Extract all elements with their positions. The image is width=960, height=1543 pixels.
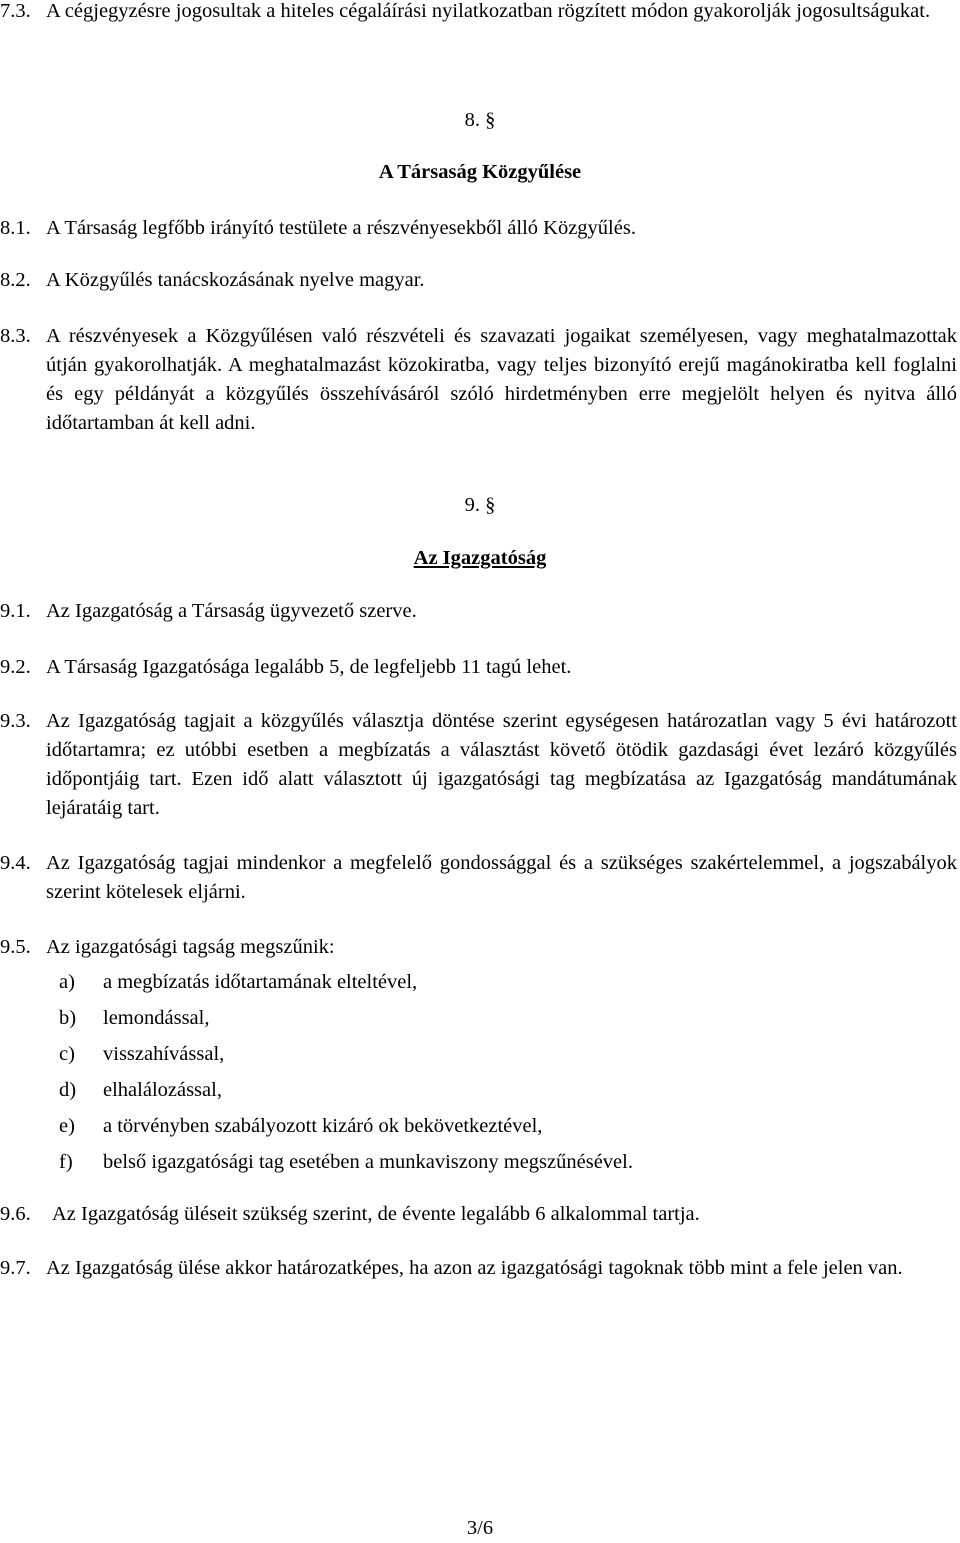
- clause-number: 8.3.: [0, 325, 31, 347]
- clause-8-1: [0, 214, 957, 243]
- page-number: 3/6: [466, 1517, 494, 1539]
- clause-text: Az Igazgatóság ülése akkor határozatképes, ha azon az igazgatósági tagoknak több mint a fele jelen van.: [46, 1257, 903, 1279]
- list-item-label: e): [59, 1115, 75, 1137]
- clause-text: Az Igazgatóság tagjait a közgyűlés választja döntése szerint egységesen határozatlan vagy 5 évi határozott időtartamra; ez utóbbi esetben a megbízatás a választást követő ötödik gazdasági évet lezáró közgyűlés időpontjáig tart. Ezen idő alatt választott új igazgatósági tag megbízatása az Igazgatóság mandátumának lejáratáig tart.: [46, 710, 957, 819]
- list-item-label: b): [59, 1007, 77, 1029]
- list-item-text: a megbízatás időtartamának elteltével,: [103, 971, 418, 993]
- clause-9-6: [0, 1200, 957, 1229]
- clause-text: Az igazgatósági tagság megszűnik:: [46, 936, 335, 958]
- clause-9-4: [0, 849, 957, 907]
- clause-number: 7.3.: [0, 0, 31, 22]
- clause-number: 9.2.: [0, 656, 31, 678]
- clause-text: Az Igazgatóság tagjai mindenkor a megfelelő gondossággal és a szükséges szakértelemmel, a jogszabályok szerint kötelesek eljárni.: [46, 852, 957, 903]
- clause-number: 8.2.: [0, 269, 31, 291]
- clause-9-7: [0, 1254, 957, 1283]
- clause-number: 9.5.: [0, 936, 31, 958]
- clause-9-5: [0, 933, 957, 962]
- list-item-text: lemondással,: [103, 1007, 210, 1029]
- clause-text: A Közgyűlés tanácskozásának nyelve magyar.: [46, 269, 425, 291]
- clause-text: A Társaság Igazgatósága legalább 5, de legfeljebb 11 tagú lehet.: [46, 656, 572, 678]
- list-item-text: visszahívással,: [103, 1043, 225, 1065]
- clause-number: 9.1.: [0, 600, 31, 622]
- list-item-label: c): [59, 1043, 75, 1065]
- clause-number: 8.1.: [0, 217, 31, 239]
- clause-text: A részvényesek a Közgyűlésen való részvételi és szavazati jogaikat személyesen, vagy meghatalmazottak útján gyakorolhatják. A meghatalmazást közokiratba, vagy teljes bizonyító erejű magánokiratba kell foglalni és egy példányát a közgyűlés összehívásáról szóló hirdetményben erre megjelölt helyen és nyitva álló időtartamban át kell adni.: [46, 325, 957, 434]
- clause-8-2: [0, 266, 957, 295]
- clause-number: 9.3.: [0, 710, 31, 732]
- list-item: [59, 1004, 633, 1040]
- list-item: [59, 1040, 633, 1076]
- clause-number: 9.6.: [0, 1203, 31, 1225]
- termination-list: [59, 968, 633, 1184]
- list-item: [59, 1148, 633, 1184]
- list-item-text: elhalálozással,: [103, 1079, 222, 1101]
- list-item-label: a): [59, 971, 75, 993]
- clause-text: Az Igazgatóság üléseit szükség szerint, de évente legalább 6 alkalommal tartja.: [52, 1203, 700, 1225]
- list-item: [59, 968, 633, 1004]
- clause-9-2: [0, 653, 957, 682]
- section-8-title: A Társaság Közgyűlése: [378, 161, 582, 183]
- section-9-number: 9. §: [464, 494, 496, 516]
- list-item-text: a törvényben szabályozott kizáró ok bekövetkeztével,: [103, 1115, 543, 1137]
- clause-8-3: [0, 322, 957, 438]
- clause-text: A Társaság legfőbb irányító testülete a részvényesekből álló Közgyűlés.: [46, 217, 636, 239]
- clause-9-1: [0, 597, 957, 626]
- list-item: [59, 1076, 633, 1112]
- list-item-text: belső igazgatósági tag esetében a munkaviszony megszűnésével.: [103, 1151, 633, 1173]
- clause-7-3: [0, 0, 957, 26]
- clause-number: 9.7.: [0, 1257, 31, 1279]
- clause-text: A cégjegyzésre jogosultak a hiteles cégaláírási nyilatkozatban rögzített módon gyakorolják jogosultságukat.: [46, 0, 931, 22]
- list-item: [59, 1112, 633, 1148]
- section-8-number: 8. §: [464, 109, 496, 131]
- clause-text: Az Igazgatóság a Társaság ügyvezető szerve.: [46, 600, 417, 622]
- section-9-title: Az Igazgatóság: [413, 547, 547, 569]
- clause-number: 9.4.: [0, 852, 31, 874]
- clause-9-3: [0, 707, 957, 823]
- list-item-label: f): [59, 1151, 73, 1173]
- list-item-label: d): [59, 1079, 77, 1101]
